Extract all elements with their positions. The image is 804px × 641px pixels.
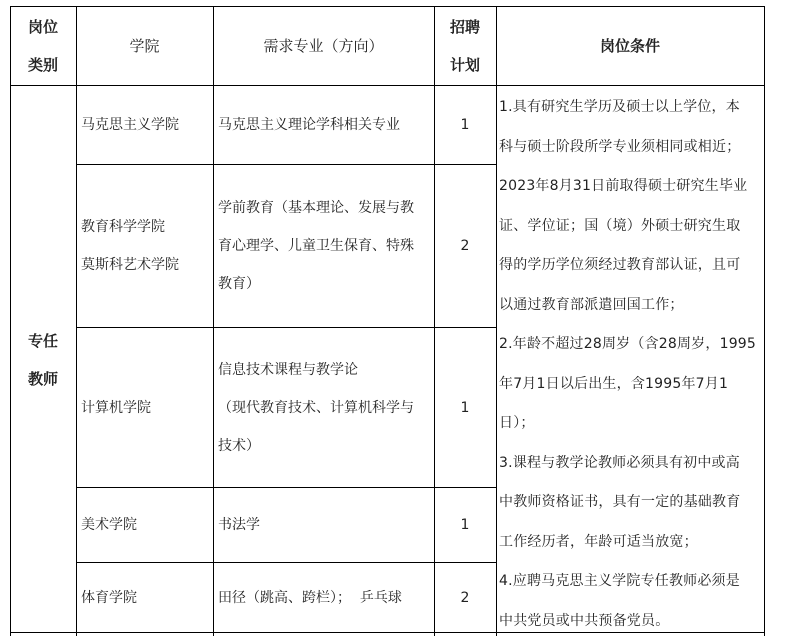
header-college	[76, 6, 213, 85]
column-divider	[213, 6, 214, 636]
major-line: 学前教育（基本理论、发展与教	[218, 189, 414, 227]
major-name: 书法学	[218, 515, 260, 535]
table-row-college	[81, 328, 211, 487]
table-row-college	[81, 86, 211, 164]
condition-line: 中共党员或中共预备党员。	[499, 602, 763, 641]
header-category	[10, 6, 76, 85]
major-line: 育心理学、儿童卫生保育、特殊	[218, 227, 414, 265]
header-plan-line2: 计划	[450, 46, 480, 84]
category-cell	[10, 320, 76, 400]
college-name: 教育科学学院	[81, 208, 165, 246]
table-row-plan	[434, 86, 496, 164]
column-divider	[496, 6, 497, 636]
category-line2: 教师	[28, 360, 58, 398]
header-category-line2: 类别	[28, 46, 58, 84]
major-name: 田径（跳高、跨栏）； 乒乓球	[218, 588, 402, 608]
table-row-plan	[434, 488, 496, 562]
major-name: 马克思主义理论学科相关专业	[218, 115, 400, 135]
table-row-plan	[434, 563, 496, 632]
header-plan	[434, 6, 496, 85]
table-row-major	[218, 86, 432, 164]
category-line1: 专任	[28, 322, 58, 360]
condition-line: 3.课程与教学论教师必须具有初中或高	[499, 444, 763, 484]
condition-line: 以通过教育部派遣回国工作；	[499, 286, 763, 326]
plan-count: 1	[461, 115, 470, 135]
header-plan-line1: 招聘	[450, 8, 480, 46]
major-line: 技术）	[218, 427, 260, 465]
header-major-label: 需求专业（方向）	[263, 35, 383, 56]
condition-line: 2023年8月31日前取得硕士研究生毕业	[499, 167, 763, 207]
plan-count: 1	[461, 515, 470, 535]
condition-line: 4.应聘马克思主义学院专任教师必须是	[499, 562, 763, 602]
table-row-major	[218, 488, 432, 562]
header-college-label: 学院	[129, 35, 159, 56]
table-row-plan	[434, 328, 496, 487]
condition-line: 证、学位证；国（境）外硕士研究生取	[499, 207, 763, 247]
header-category-line1: 岗位	[28, 8, 58, 46]
header-major	[213, 6, 434, 85]
condition-line: 中教师资格证书，具有一定的基础教育	[499, 483, 763, 523]
table-row-major	[218, 328, 432, 487]
major-line: 教育）	[218, 265, 260, 303]
conditions-cell	[499, 88, 763, 641]
condition-line: 日）；	[499, 404, 763, 444]
college-name: 计算机学院	[81, 398, 151, 418]
condition-line: 1.具有研究生学历及硕士以上学位，本	[499, 88, 763, 128]
condition-line: 年7月1日以后出生，含1995年7月1	[499, 365, 763, 405]
condition-line: 2.年龄不超过28周岁（含28周岁，1995	[499, 325, 763, 365]
plan-count: 2	[461, 236, 470, 256]
college-name: 莫斯科艺术学院	[81, 246, 179, 284]
table-row-major	[218, 563, 432, 632]
table-row-college	[81, 165, 211, 327]
major-line: 信息技术课程与教学论	[218, 351, 358, 389]
table-row-plan	[434, 165, 496, 327]
college-name: 美术学院	[81, 515, 137, 535]
header-conditions-label: 岗位条件	[600, 35, 660, 56]
table-row-college	[81, 563, 211, 632]
major-line: （现代教育技术、计算机科学与	[218, 389, 414, 427]
column-divider	[76, 6, 77, 636]
condition-line: 工作经历者，年龄可适当放宽；	[499, 523, 763, 563]
header-conditions	[496, 6, 764, 85]
condition-line: 得的学历学位须经过教育部认证，且可	[499, 246, 763, 286]
college-name: 马克思主义学院	[81, 115, 179, 135]
condition-line: 科与硕士阶段所学专业须相同或相近；	[499, 128, 763, 168]
table-row-college	[81, 488, 211, 562]
table-border-right	[764, 6, 765, 636]
plan-count: 1	[461, 398, 470, 418]
college-name: 体育学院	[81, 588, 137, 608]
plan-count: 2	[461, 588, 470, 608]
table-row-major	[218, 165, 432, 327]
